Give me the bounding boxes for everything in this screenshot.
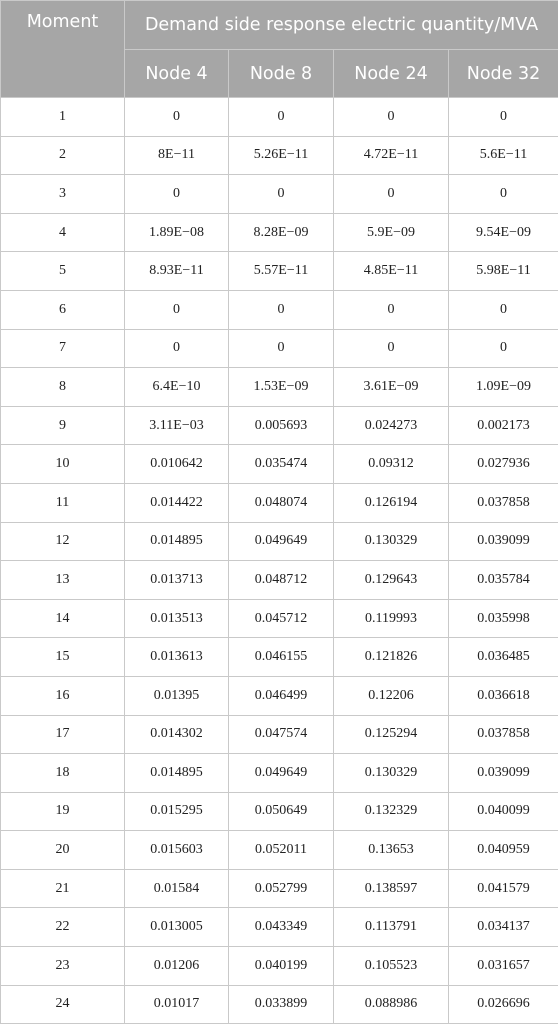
node-8-cell: 0.040199 — [229, 947, 334, 986]
node-8-cell: 0.046155 — [229, 638, 334, 677]
header-node-4: Node 4 — [125, 50, 229, 98]
node-32-cell: 5.98E−11 — [449, 252, 558, 291]
node-4-cell: 0.01206 — [125, 947, 229, 986]
node-24-cell: 0.09312 — [334, 445, 449, 484]
node-8-cell: 0.052799 — [229, 869, 334, 908]
node-4-cell: 0.014895 — [125, 754, 229, 793]
node-8-cell: 0 — [229, 329, 334, 368]
node-24-cell: 0.132329 — [334, 792, 449, 831]
node-24-cell: 5.9E−09 — [334, 213, 449, 252]
node-32-cell: 9.54E−09 — [449, 213, 558, 252]
table-row — [1, 252, 558, 291]
node-4-cell: 0.015603 — [125, 831, 229, 870]
moment-cell: 14 — [1, 599, 125, 638]
node-32-cell: 0.031657 — [449, 947, 558, 986]
moment-cell: 9 — [1, 406, 125, 445]
node-8-cell: 0 — [229, 290, 334, 329]
moment-cell: 6 — [1, 290, 125, 329]
node-32-cell: 0.036485 — [449, 638, 558, 677]
moment-cell: 15 — [1, 638, 125, 677]
node-4-cell: 8E−11 — [125, 136, 229, 175]
node-24-cell: 0 — [334, 290, 449, 329]
node-8-cell: 0.050649 — [229, 792, 334, 831]
node-4-cell: 0.014302 — [125, 715, 229, 754]
node-4-cell: 1.89E−08 — [125, 213, 229, 252]
node-4-cell: 0.013713 — [125, 561, 229, 600]
node-24-cell: 0.126194 — [334, 483, 449, 522]
node-4-cell: 0.013005 — [125, 908, 229, 947]
header-node-24: Node 24 — [334, 50, 449, 98]
node-8-cell: 0.043349 — [229, 908, 334, 947]
moment-cell: 3 — [1, 175, 125, 214]
header-node-8: Node 8 — [229, 50, 334, 98]
node-32-cell: 5.6E−11 — [449, 136, 558, 175]
table-row — [1, 561, 558, 600]
moment-cell: 18 — [1, 754, 125, 793]
moment-cell: 2 — [1, 136, 125, 175]
node-8-cell: 1.53E−09 — [229, 368, 334, 407]
table-row — [1, 406, 558, 445]
table-row — [1, 483, 558, 522]
node-32-cell: 0 — [449, 175, 558, 214]
node-8-cell: 5.57E−11 — [229, 252, 334, 291]
node-8-cell: 8.28E−09 — [229, 213, 334, 252]
node-8-cell: 0.033899 — [229, 985, 334, 1024]
table-header — [1, 1, 558, 98]
table-row — [1, 715, 558, 754]
node-24-cell: 0 — [334, 175, 449, 214]
node-8-cell: 0.046499 — [229, 676, 334, 715]
moment-cell: 22 — [1, 908, 125, 947]
moment-cell: 24 — [1, 985, 125, 1024]
node-4-cell: 3.11E−03 — [125, 406, 229, 445]
node-24-cell: 0.13653 — [334, 831, 449, 870]
table-row — [1, 368, 558, 407]
table-row — [1, 676, 558, 715]
moment-cell: 21 — [1, 869, 125, 908]
moment-cell: 20 — [1, 831, 125, 870]
node-4-cell: 0.01584 — [125, 869, 229, 908]
node-8-cell: 0.005693 — [229, 406, 334, 445]
node-32-cell: 0.040959 — [449, 831, 558, 870]
table-row — [1, 792, 558, 831]
node-4-cell: 0.01017 — [125, 985, 229, 1024]
node-24-cell: 0.138597 — [334, 869, 449, 908]
node-8-cell: 0.047574 — [229, 715, 334, 754]
node-8-cell: 0.048074 — [229, 483, 334, 522]
node-4-cell: 8.93E−11 — [125, 252, 229, 291]
moment-cell: 17 — [1, 715, 125, 754]
table-row — [1, 908, 558, 947]
node-32-cell: 0 — [449, 329, 558, 368]
table-row — [1, 213, 558, 252]
table-row — [1, 175, 558, 214]
node-4-cell: 0.015295 — [125, 792, 229, 831]
node-32-cell: 0.035998 — [449, 599, 558, 638]
table-row — [1, 869, 558, 908]
table-row — [1, 136, 558, 175]
node-8-cell: 0.048712 — [229, 561, 334, 600]
node-24-cell: 0.088986 — [334, 985, 449, 1024]
node-32-cell: 0.039099 — [449, 522, 558, 561]
moment-cell: 13 — [1, 561, 125, 600]
node-32-cell: 0.037858 — [449, 483, 558, 522]
moment-cell: 19 — [1, 792, 125, 831]
moment-cell: 5 — [1, 252, 125, 291]
moment-cell: 4 — [1, 213, 125, 252]
moment-cell: 7 — [1, 329, 125, 368]
node-32-cell: 0.037858 — [449, 715, 558, 754]
node-32-cell: 0.040099 — [449, 792, 558, 831]
table-row — [1, 522, 558, 561]
node-32-cell: 0 — [449, 290, 558, 329]
node-4-cell: 0.013613 — [125, 638, 229, 677]
table-body — [1, 98, 558, 1024]
node-8-cell: 0.035474 — [229, 445, 334, 484]
node-4-cell: 0.010642 — [125, 445, 229, 484]
node-4-cell: 0.014422 — [125, 483, 229, 522]
moment-cell: 8 — [1, 368, 125, 407]
table-row — [1, 947, 558, 986]
node-24-cell: 0 — [334, 329, 449, 368]
table-row — [1, 599, 558, 638]
node-24-cell: 0.024273 — [334, 406, 449, 445]
node-24-cell: 0.121826 — [334, 638, 449, 677]
node-8-cell: 0 — [229, 175, 334, 214]
table-row — [1, 445, 558, 484]
node-32-cell: 0.034137 — [449, 908, 558, 947]
node-8-cell: 0 — [229, 98, 334, 137]
node-24-cell: 4.72E−11 — [334, 136, 449, 175]
header-demand-response: Demand side response electric quantity/MVA — [125, 1, 558, 50]
node-32-cell: 1.09E−09 — [449, 368, 558, 407]
header-node-32: Node 32 — [449, 50, 558, 98]
moment-cell: 11 — [1, 483, 125, 522]
node-4-cell: 0.013513 — [125, 599, 229, 638]
node-24-cell: 0.12206 — [334, 676, 449, 715]
moment-cell: 1 — [1, 98, 125, 137]
node-32-cell: 0.041579 — [449, 869, 558, 908]
node-4-cell: 0 — [125, 290, 229, 329]
table-row — [1, 985, 558, 1024]
node-24-cell: 0 — [334, 98, 449, 137]
node-8-cell: 0.045712 — [229, 599, 334, 638]
moment-cell: 10 — [1, 445, 125, 484]
node-4-cell: 0.014895 — [125, 522, 229, 561]
node-32-cell: 0.039099 — [449, 754, 558, 793]
table-row — [1, 329, 558, 368]
node-32-cell: 0.036618 — [449, 676, 558, 715]
node-32-cell: 0 — [449, 98, 558, 137]
header-moment: Moment — [1, 1, 125, 98]
node-24-cell: 0.105523 — [334, 947, 449, 986]
node-24-cell: 0.129643 — [334, 561, 449, 600]
table-row — [1, 754, 558, 793]
node-4-cell: 6.4E−10 — [125, 368, 229, 407]
node-24-cell: 3.61E−09 — [334, 368, 449, 407]
node-8-cell: 0.049649 — [229, 754, 334, 793]
moment-cell: 12 — [1, 522, 125, 561]
node-8-cell: 0.052011 — [229, 831, 334, 870]
node-32-cell: 0.035784 — [449, 561, 558, 600]
node-8-cell: 5.26E−11 — [229, 136, 334, 175]
node-8-cell: 0.049649 — [229, 522, 334, 561]
table-row — [1, 638, 558, 677]
node-32-cell: 0.027936 — [449, 445, 558, 484]
node-24-cell: 0.130329 — [334, 522, 449, 561]
moment-cell: 23 — [1, 947, 125, 986]
node-4-cell: 0 — [125, 329, 229, 368]
table-row — [1, 98, 558, 137]
table-row — [1, 831, 558, 870]
node-4-cell: 0 — [125, 175, 229, 214]
node-24-cell: 0.130329 — [334, 754, 449, 793]
node-24-cell: 0.113791 — [334, 908, 449, 947]
node-24-cell: 4.85E−11 — [334, 252, 449, 291]
table-row — [1, 290, 558, 329]
node-32-cell: 0.002173 — [449, 406, 558, 445]
header-row-group — [1, 1, 558, 50]
node-24-cell: 0.125294 — [334, 715, 449, 754]
node-32-cell: 0.026696 — [449, 985, 558, 1024]
node-24-cell: 0.119993 — [334, 599, 449, 638]
moment-cell: 16 — [1, 676, 125, 715]
node-4-cell: 0 — [125, 98, 229, 137]
node-4-cell: 0.01395 — [125, 676, 229, 715]
